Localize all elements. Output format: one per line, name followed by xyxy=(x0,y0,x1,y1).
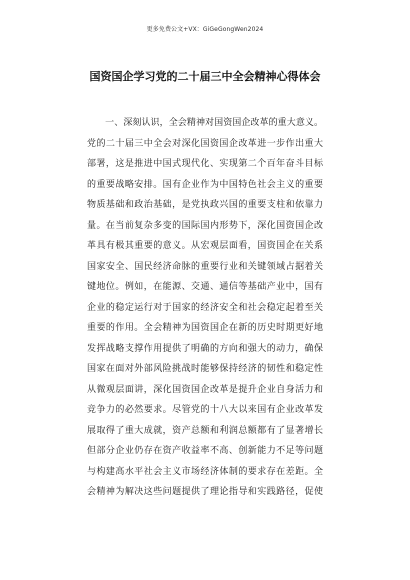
body-line: 竞争力的必然要求。尽管党的十八大以来国有企业改革发 xyxy=(87,405,323,415)
body-line: 国家在面对外部风险挑战时能够保持经济的韧性和稳定性 xyxy=(87,364,323,374)
body-line: 国家安全、国民经济命脉的重要行业和关键领域占据着关 xyxy=(87,261,323,272)
body-line: 与构建高水平社会主义市场经济体制的要求存在差距。全 xyxy=(87,466,323,477)
body-line: 但部分企业仍存在资产收益率不高、创新能力不足等问题 xyxy=(87,446,323,456)
body-line: 会精神为解决这些问题提供了理论指导和实践路径，促使 xyxy=(87,487,323,497)
body-line: 重要的作用。全会精神为国资国企在新的历史时期更好地 xyxy=(87,323,323,333)
body-line: 革具有极其重要的意义。从宏观层面看，国资国企在关系 xyxy=(87,241,323,251)
body-line: 党的二十届三中全会对深化国资国企改革进一步作出重大 xyxy=(87,138,323,149)
body-line: 发挥战略支撑作用提供了明确的方向和强大的动力，确保 xyxy=(87,343,323,354)
document-title: 国资国企学习党的二十届三中全会精神心得体会 xyxy=(89,70,321,83)
body-line: 从微观层面讲，深化国资国企改革是提升企业自身活力和 xyxy=(87,384,323,395)
header-note: 更多免费公文+VX：GiGeGongWen2024 xyxy=(146,26,264,33)
body-line: 物质基础和政治基础，是党执政兴国的重要支柱和依靠力 xyxy=(87,200,323,210)
body-line: 企业的稳定运行对于国家的经济安全和社会稳定起着至关 xyxy=(87,302,323,313)
document-body xyxy=(87,113,323,503)
body-line: 的重要战略安排。国有企业作为中国特色社会主义的重要 xyxy=(87,179,323,190)
body-line: 一、深刻认识，全会精神对国资国企改革的重大意义。 xyxy=(87,118,323,128)
body-line: 部署，这是推进中国式现代化、实现第二个百年奋斗目标 xyxy=(87,159,323,169)
body-line: 展取得了重大成就，资产总额和利润总额都有了显著增长 xyxy=(87,425,323,436)
body-line: 键地位。例如，在能源、交通、通信等基础产业中，国有 xyxy=(87,282,323,292)
body-line: 量。在当前复杂多变的国际国内形势下，深化国资国企改 xyxy=(87,220,323,231)
